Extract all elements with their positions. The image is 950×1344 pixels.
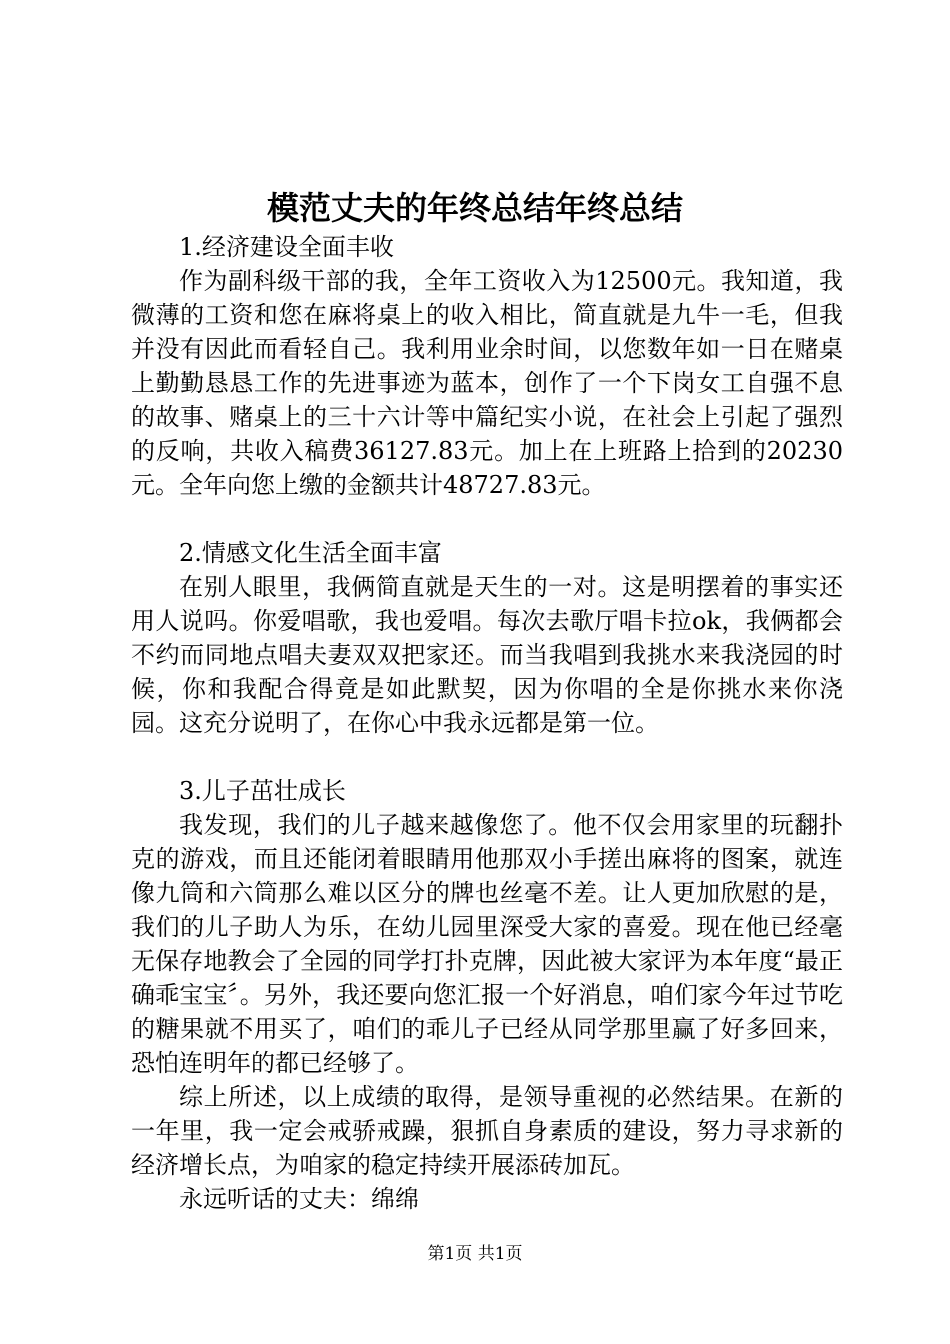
- section-heading: 3.儿子茁壮成长: [179, 777, 346, 805]
- body-paragraph: 作为副科级干部的我，全年工资收入为12500元。我知道，我微薄的工资和您在麻将桌上的收入相比，简直就是九牛一毛，但我并没有因此而看轻自己。我利用业余时间，以您数年如一日在赌桌上勤勤恳恳工作的先进事迹为蓝本，创作了一个下岗女工自强不息的故事、赌桌上的三十六计等中篇纪实小说，在社会上引起了强烈的反响，共收入稿费36127.83元。加上在上班路上拾到的20230元。全年向您上缴的金额共计48727.83元。: [131, 267, 843, 499]
- summary-paragraph: 综上所述，以上成绩的取得，是领导重视的必然结果。在新的一年里，我一定会戒骄戒躁，狠抓自身素质的建设，努力寻求新的经济增长点，为咱家的稳定持续开展添砖加瓦。: [131, 1083, 843, 1179]
- section-heading: 2.情感文化生活全面丰富: [179, 539, 442, 567]
- body-paragraph: 我发现，我们的儿子越来越像您了。他不仅会用家里的玩翻扑克的游戏，而且还能闭着眼睛用他那双小手搓出麻将的图案，就连像九筒和六筒那么难以区分的牌也丝毫不差。让人更加欣慰的是，我们的儿子助人为乐，在幼儿园里深受大家的喜爱。现在他已经毫无保存地教会了全园的同学打扑克牌，因此被大家评为本年度“最正确乖宝宝〞。另外，我还要向您汇报一个好消息，咱们家今年过节吃的糖果就不用买了，咱们的乖儿子已经从同学那里赢了好多回来，恐怕连明年的都已经够了。: [131, 811, 843, 1077]
- document-body: [131, 230, 843, 1216]
- section-spacer: [131, 502, 843, 536]
- body-paragraph: 在别人眼里，我俩简直就是天生的一对。这是明摆着的事实还用人说吗。你爱唱歌，我也爱唱。每次去歌厅唱卡拉ok，我俩都会不约而同地点唱夫妻双双把家还。而当我唱到我挑水来我浇园的时候，你和我配合得竟是如此默契，因为你唱的全是你挑水来你浇园。这充分说明了，在你心中我永远都是第一位。: [131, 573, 843, 737]
- signature-line: 永远听话的丈夫：绵绵: [179, 1185, 419, 1213]
- section-economy: [131, 230, 843, 502]
- section-heading: 1.经济建设全面丰收: [179, 233, 394, 261]
- section-spacer: [131, 740, 843, 774]
- section-culture: [131, 536, 843, 740]
- page-number-footer: 第1页 共1页: [427, 1244, 523, 1264]
- document-title: 模范丈夫的年终总结年终总结: [266, 189, 683, 227]
- section-son: [131, 774, 843, 1216]
